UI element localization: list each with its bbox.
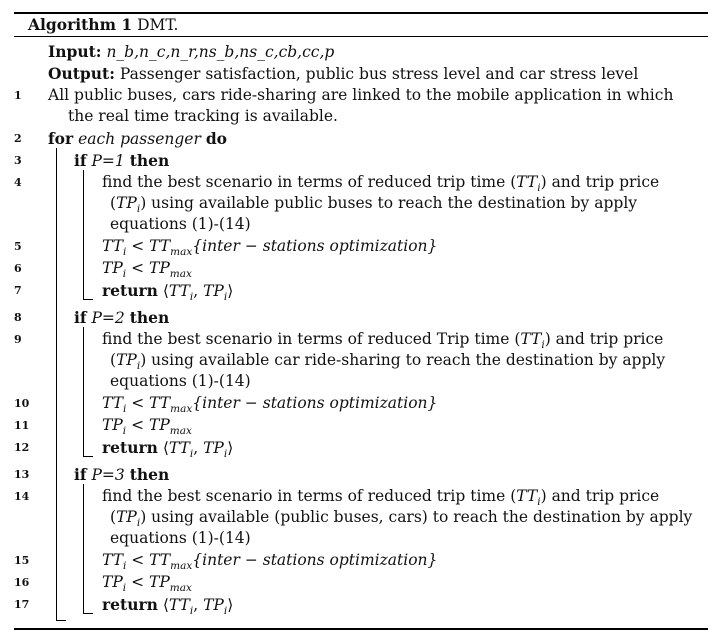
math-bracket: ⟩ [227, 439, 234, 457]
line-number: 8 [14, 311, 22, 324]
keyword-return: return [102, 438, 158, 457]
for-block-end [56, 620, 66, 621]
text: ) and trip price [540, 173, 660, 191]
keyword-do: do [205, 129, 227, 148]
math-sub: i [537, 496, 541, 508]
step-2-for [48, 128, 227, 150]
step-1-text-b: the real time tracking is available. [68, 107, 338, 125]
math-tt: TT [520, 330, 542, 348]
math-sub: i [189, 605, 194, 617]
text: ) and trip price [540, 487, 660, 505]
line-number: 17 [14, 598, 30, 611]
output-line [48, 63, 638, 85]
text: ) using available car ride-sharing to reach the destination by apply [140, 351, 666, 369]
math-sub: i [223, 291, 228, 303]
condition: P=3 [91, 466, 125, 484]
step-4-text-c: equations (1)-(14) [110, 215, 251, 233]
math-sub: i [122, 268, 127, 280]
bottom-rule [14, 628, 708, 630]
math-tp: TP [148, 259, 170, 277]
math-sub: i [122, 246, 127, 258]
line-number: 3 [14, 154, 22, 167]
math-sub: i [136, 360, 141, 372]
math-lt: < [126, 573, 149, 591]
line-number: 5 [14, 240, 22, 253]
math-sub: i [122, 403, 127, 415]
math-sub: max [169, 582, 192, 594]
math-opt: {inter − stations optimization} [192, 237, 438, 255]
text: ( [110, 508, 117, 526]
math-sub: i [223, 448, 228, 460]
keyword-return: return [102, 281, 158, 300]
math-tp: TP [148, 573, 170, 591]
math-lt: < [126, 394, 150, 412]
keyword-if: if [74, 465, 87, 484]
math-tp: TP [116, 194, 137, 212]
line-number: 16 [14, 576, 30, 589]
step-8-if [74, 307, 169, 329]
output-value: Passenger satisfaction, public bus stress level and car stress level [119, 65, 639, 83]
if-block-2-end [83, 456, 93, 457]
math-sub: i [537, 182, 541, 194]
step-17-return [102, 594, 233, 622]
text: ) using available public buses to reach the destination by apply [140, 194, 638, 212]
math-sub: max [169, 425, 192, 437]
title-rule [14, 36, 708, 37]
math-lt: < [126, 237, 150, 255]
step-3-if [74, 150, 169, 172]
math-tp: TP [102, 416, 123, 434]
line-number: 10 [14, 397, 30, 410]
condition: P=2 [91, 309, 125, 327]
math-sep: , [193, 596, 204, 614]
math-tp: TP [116, 508, 137, 526]
math-sub: max [169, 268, 192, 280]
algorithm-title [28, 14, 178, 36]
math-tp: TP [203, 282, 224, 300]
if-block-1-bar [83, 170, 84, 300]
math-sub: i [136, 517, 141, 529]
math-sub: max [170, 246, 193, 258]
for-block-bar [56, 148, 57, 621]
math-sub: i [122, 560, 127, 572]
step-12-return [102, 437, 233, 465]
line-number: 7 [14, 284, 22, 297]
text: ( [110, 351, 117, 369]
line-number: 2 [14, 132, 22, 145]
math-tp: TP [203, 439, 224, 457]
input-line [48, 41, 334, 63]
text: find the best scenario in terms of reduced Trip time ( [102, 330, 521, 348]
math-tp: TP [102, 573, 123, 591]
math-tt: TT [168, 282, 190, 300]
math-tt: TT [102, 551, 123, 569]
math-lt: < [126, 551, 150, 569]
if-block-3-bar [83, 484, 84, 614]
math-bracket: ⟨ [162, 282, 169, 300]
line-number: 13 [14, 468, 30, 481]
line-number: 4 [14, 176, 22, 189]
math-tp: TP [203, 596, 224, 614]
math-tt: TT [149, 551, 171, 569]
keyword-then: then [129, 151, 170, 170]
math-tt: TT [149, 237, 171, 255]
math-sub: max [170, 560, 193, 572]
math-sub: i [189, 448, 194, 460]
line-number: 11 [14, 419, 30, 432]
math-opt: {inter − stations optimization} [192, 394, 438, 412]
line-number: 15 [14, 554, 30, 567]
line-number: 14 [14, 490, 30, 503]
condition: P=1 [91, 152, 125, 170]
step-7-return [102, 280, 233, 308]
keyword-then: then [129, 308, 170, 327]
math-bracket: ⟩ [227, 596, 234, 614]
line-number: 9 [14, 333, 22, 346]
line-number: 1 [14, 89, 22, 102]
math-bracket: ⟨ [162, 596, 169, 614]
math-sep: , [193, 439, 204, 457]
math-sub: max [170, 403, 193, 415]
if-block-1-end [83, 299, 93, 300]
line-number: 12 [14, 441, 30, 454]
math-tt: TT [168, 439, 190, 457]
text: find the best scenario in terms of reduced trip time ( [102, 487, 517, 505]
if-block-2-bar [83, 327, 84, 457]
algorithm-label: Algorithm 1 [28, 15, 133, 34]
if-block-3-end [83, 613, 93, 614]
math-tp: TP [116, 351, 137, 369]
math-tp: TP [148, 416, 170, 434]
text: ( [110, 194, 117, 212]
input-label: Input: [48, 42, 102, 61]
math-sep: , [193, 282, 204, 300]
math-opt: {inter − stations optimization} [192, 551, 438, 569]
math-sub: i [122, 425, 127, 437]
algorithm-name: DMT. [137, 16, 179, 34]
step-13-if [74, 464, 169, 486]
math-bracket: ⟩ [227, 282, 234, 300]
text: ) using available (public buses, cars) to reach the destination by apply [140, 508, 693, 526]
math-sub: i [541, 339, 545, 351]
keyword-if: if [74, 308, 87, 327]
loop-variable: each passenger [78, 130, 201, 148]
text: ) and trip price [544, 330, 664, 348]
text: find the best scenario in terms of reduced trip time ( [102, 173, 517, 191]
math-tt: TT [102, 237, 123, 255]
keyword-if: if [74, 151, 87, 170]
math-sub: i [189, 291, 194, 303]
math-bracket: ⟨ [162, 439, 169, 457]
math-tt: TT [516, 487, 538, 505]
output-label: Output: [48, 64, 115, 83]
math-tp: TP [102, 259, 123, 277]
step-14-text-c: equations (1)-(14) [110, 529, 251, 547]
math-sub: i [136, 203, 141, 215]
keyword-return: return [102, 595, 158, 614]
math-tt: TT [149, 394, 171, 412]
keyword-for: for [48, 129, 74, 148]
math-tt: TT [102, 394, 123, 412]
line-number: 6 [14, 262, 22, 275]
math-tt: TT [168, 596, 190, 614]
step-9-text-c: equations (1)-(14) [110, 372, 251, 390]
math-tt: TT [516, 173, 538, 191]
math-sub: i [223, 605, 228, 617]
keyword-then: then [129, 465, 170, 484]
math-lt: < [126, 416, 149, 434]
math-sub: i [122, 582, 127, 594]
step-1-text-a: All public buses, cars ride-sharing are linked to the mobile application in which [48, 86, 674, 104]
input-value: n_b,n_c,n_r,ns_b,ns_c,cb,cc,p [106, 43, 335, 61]
math-lt: < [126, 259, 149, 277]
